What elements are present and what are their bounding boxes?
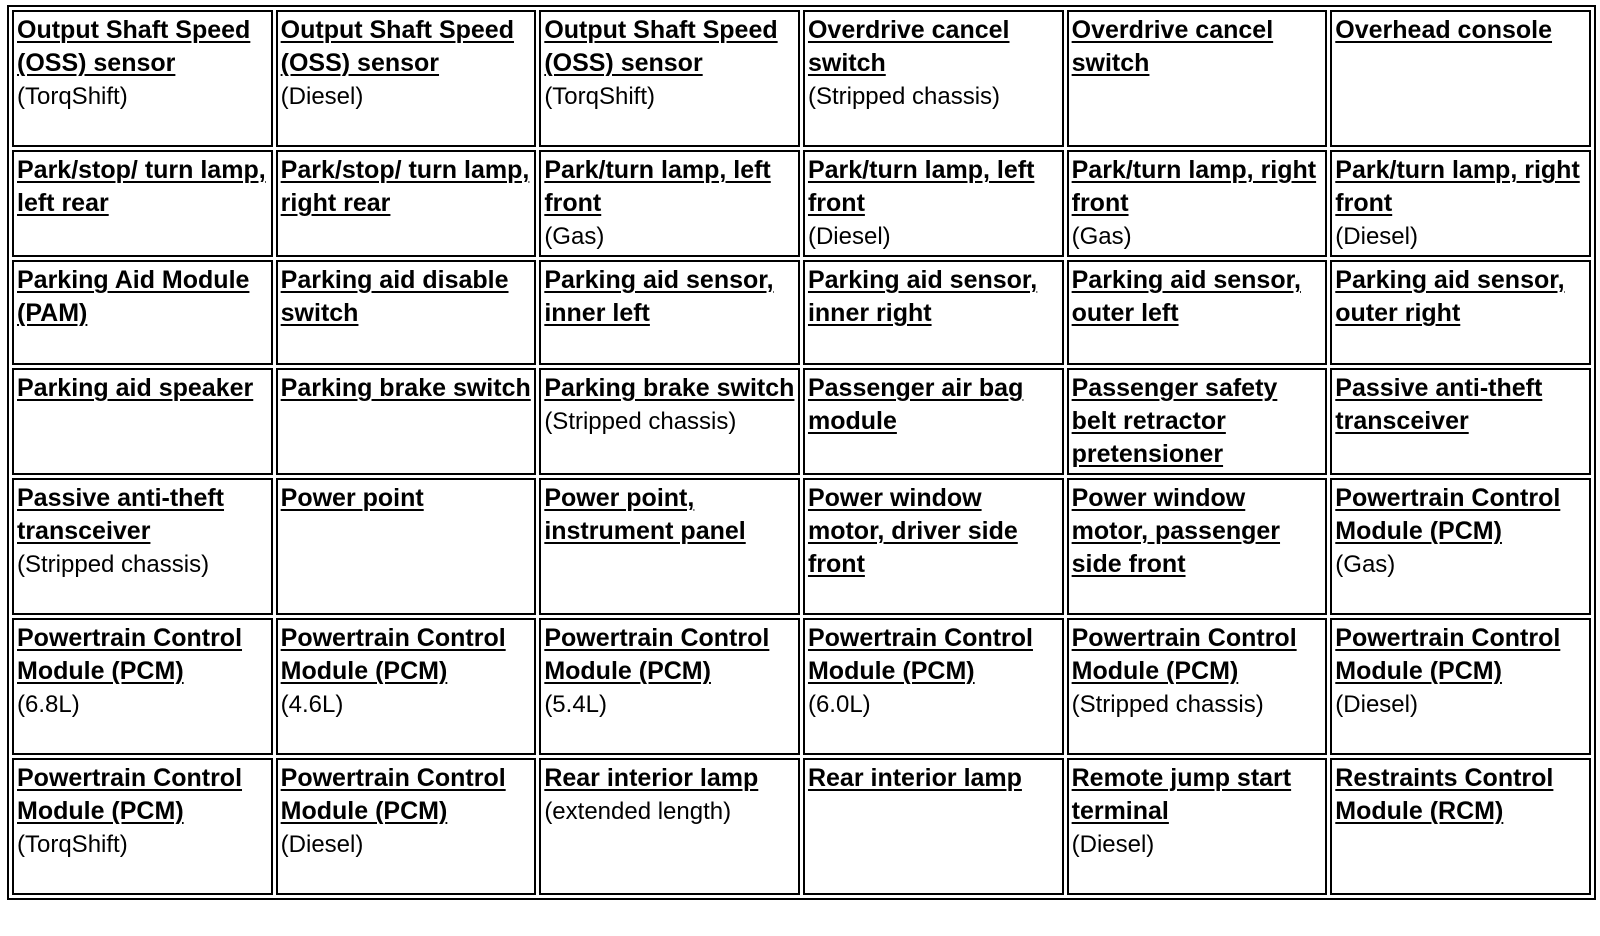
table-cell bbox=[1330, 478, 1591, 615]
component-variant: (Stripped chassis) bbox=[1071, 691, 1264, 718]
component-link[interactable]: Powertrain Control Module (PCM) bbox=[280, 624, 506, 685]
component-link[interactable]: Output Shaft Speed (OSS) sensor bbox=[280, 16, 514, 77]
table-cell bbox=[276, 260, 537, 365]
table-cell bbox=[1330, 150, 1591, 257]
table-cell bbox=[276, 150, 537, 257]
component-link[interactable]: Park/turn lamp, left front bbox=[544, 156, 771, 217]
table-cell bbox=[539, 260, 800, 365]
component-link[interactable]: Remote jump start terminal bbox=[1071, 764, 1292, 825]
component-variant: (Stripped chassis) bbox=[17, 551, 210, 578]
table-cell bbox=[539, 758, 800, 895]
component-link[interactable]: Passenger safety belt retractor pretensioner bbox=[1071, 374, 1278, 468]
table-cell bbox=[1330, 618, 1591, 755]
table-cell bbox=[1067, 618, 1328, 755]
component-link[interactable]: Park/stop/ turn lamp, right rear bbox=[280, 156, 530, 217]
component-link[interactable]: Park/turn lamp, left front bbox=[807, 156, 1035, 217]
component-link[interactable]: Park/turn lamp, right front bbox=[1071, 156, 1317, 217]
component-link[interactable]: Passive anti-theft transceiver bbox=[1335, 374, 1543, 435]
component-variant: (6.0L) bbox=[807, 691, 871, 718]
component-link[interactable]: Park/turn lamp, right front bbox=[1335, 156, 1580, 217]
component-link[interactable]: Power point bbox=[280, 484, 424, 512]
component-link[interactable]: Powertrain Control Module (PCM) bbox=[1335, 484, 1561, 545]
component-variant: (Diesel) bbox=[280, 83, 364, 110]
component-link[interactable]: Power window motor, passenger side front bbox=[1071, 484, 1281, 578]
component-link[interactable]: Power window motor, driver side front bbox=[807, 484, 1018, 578]
table-cell bbox=[276, 10, 537, 147]
component-link[interactable]: Parking aid disable switch bbox=[280, 266, 509, 327]
table-cell bbox=[803, 150, 1064, 257]
component-variant: (Diesel) bbox=[280, 831, 364, 858]
component-link[interactable]: Powertrain Control Module (PCM) bbox=[544, 624, 770, 685]
table-cell bbox=[276, 618, 537, 755]
table-cell bbox=[803, 478, 1064, 615]
component-link[interactable]: Rear interior lamp bbox=[544, 764, 759, 792]
component-variant: (TorqShift) bbox=[544, 83, 656, 110]
table-cell bbox=[276, 478, 537, 615]
component-variant: (Gas) bbox=[1071, 223, 1132, 250]
table-cell bbox=[276, 368, 537, 475]
component-link[interactable]: Parking aid speaker bbox=[17, 374, 254, 402]
component-variant: (Diesel) bbox=[807, 223, 891, 250]
component-link[interactable]: Parking aid sensor, outer right bbox=[1335, 266, 1565, 327]
table-row bbox=[12, 150, 1591, 257]
table-cell bbox=[12, 618, 273, 755]
table-cell bbox=[1067, 150, 1328, 257]
component-variant: (Gas) bbox=[544, 223, 605, 250]
table-cell bbox=[12, 150, 273, 257]
component-link[interactable]: Parking aid sensor, inner right bbox=[807, 266, 1038, 327]
component-link[interactable]: Powertrain Control Module (PCM) bbox=[17, 624, 243, 685]
component-variant: (4.6L) bbox=[280, 691, 344, 718]
component-location-table bbox=[7, 5, 1596, 900]
table-cell bbox=[803, 368, 1064, 475]
table-cell bbox=[539, 618, 800, 755]
table-cell bbox=[12, 10, 273, 147]
table-row bbox=[12, 10, 1591, 147]
table-cell bbox=[1067, 368, 1328, 475]
table-cell bbox=[803, 758, 1064, 895]
table-cell bbox=[12, 260, 273, 365]
table-cell bbox=[803, 618, 1064, 755]
table-cell bbox=[1067, 10, 1328, 147]
component-variant: (Stripped chassis) bbox=[544, 408, 737, 435]
component-link[interactable]: Overhead console bbox=[1335, 16, 1553, 44]
component-link[interactable]: Park/stop/ turn lamp, left rear bbox=[17, 156, 266, 217]
component-link[interactable]: Restraints Control Module (RCM) bbox=[1335, 764, 1554, 825]
component-link[interactable]: Parking aid sensor, outer left bbox=[1071, 266, 1301, 327]
component-link[interactable]: Powertrain Control Module (PCM) bbox=[17, 764, 243, 825]
table-cell bbox=[1330, 758, 1591, 895]
component-variant: (Diesel) bbox=[1335, 691, 1418, 718]
table-row bbox=[12, 478, 1591, 615]
table-row bbox=[12, 368, 1591, 475]
component-link[interactable]: Powertrain Control Module (PCM) bbox=[1335, 624, 1561, 685]
component-link[interactable]: Rear interior lamp bbox=[807, 764, 1022, 792]
table-cell bbox=[1067, 260, 1328, 365]
component-link[interactable]: Overdrive cancel switch bbox=[1071, 16, 1274, 77]
table-cell bbox=[1330, 260, 1591, 365]
component-link[interactable]: Powertrain Control Module (PCM) bbox=[807, 624, 1033, 685]
component-link[interactable]: Parking Aid Module (PAM) bbox=[17, 266, 250, 327]
table-cell bbox=[539, 478, 800, 615]
component-variant: (5.4L) bbox=[544, 691, 608, 718]
component-variant: (extended length) bbox=[544, 798, 732, 825]
table-cell bbox=[12, 478, 273, 615]
component-link[interactable]: Parking brake switch bbox=[280, 374, 531, 402]
component-link[interactable]: Powertrain Control Module (PCM) bbox=[280, 764, 506, 825]
table-row bbox=[12, 758, 1591, 895]
component-link[interactable]: Output Shaft Speed (OSS) sensor bbox=[17, 16, 251, 77]
component-link[interactable]: Output Shaft Speed (OSS) sensor bbox=[544, 16, 778, 77]
component-link[interactable]: Powertrain Control Module (PCM) bbox=[1071, 624, 1297, 685]
component-variant: (Diesel) bbox=[1335, 223, 1418, 250]
component-link[interactable]: Passenger air bag module bbox=[807, 374, 1024, 435]
table-cell bbox=[803, 260, 1064, 365]
table-row bbox=[12, 618, 1591, 755]
table-cell bbox=[1330, 368, 1591, 475]
table-cell bbox=[539, 150, 800, 257]
component-link[interactable]: Parking aid sensor, inner left bbox=[544, 266, 774, 327]
component-variant: (Gas) bbox=[1335, 551, 1396, 578]
component-variant: (Stripped chassis) bbox=[807, 83, 1001, 110]
table-row bbox=[12, 260, 1591, 365]
table-cell bbox=[539, 10, 800, 147]
table-cell bbox=[276, 758, 537, 895]
component-link[interactable]: Overdrive cancel switch bbox=[807, 16, 1010, 77]
component-variant: (TorqShift) bbox=[17, 831, 128, 858]
table-cell bbox=[803, 10, 1064, 147]
component-variant: (TorqShift) bbox=[17, 83, 128, 110]
table-cell bbox=[12, 758, 273, 895]
table-cell bbox=[1330, 10, 1591, 147]
component-variant: (Diesel) bbox=[1071, 831, 1155, 858]
component-link[interactable]: Power point, instrument panel bbox=[544, 484, 746, 545]
component-variant: (6.8L) bbox=[17, 691, 80, 718]
table-cell bbox=[12, 368, 273, 475]
table-cell bbox=[1067, 758, 1328, 895]
table-cell bbox=[539, 368, 800, 475]
table-cell bbox=[1067, 478, 1328, 615]
component-link[interactable]: Passive anti-theft transceiver bbox=[17, 484, 225, 545]
component-link[interactable]: Parking brake switch bbox=[544, 374, 795, 402]
